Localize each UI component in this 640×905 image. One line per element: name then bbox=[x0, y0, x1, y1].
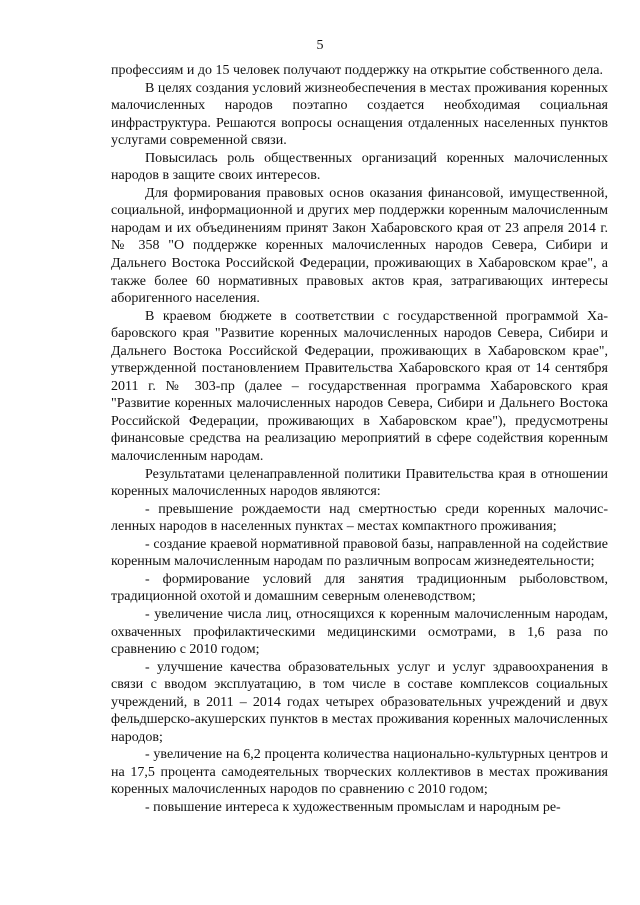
list-item-birth-rate: - превышение рождаемости над смертностью среди коренных малочисленных народов в населенных пунктах – местах компактного проживания; bbox=[111, 501, 608, 535]
list-item-cultural-centers: - увеличение на 6,2 процента количества национально-культурных центров и на 17,5 процента самодеятельных творческих коллективов в местах проживания коренных малочисленных народов по сравнению с 2010 годом; bbox=[111, 747, 608, 798]
list-item-legal-framework: - создание краевой нормативной правовой базы, направленной на содействие коренным малочисленным народам по различным вопросам жизнедеятельности; bbox=[111, 536, 608, 570]
list-item-traditional-activities: - формирование условий для занятия традиционным рыболовством, традиционной охотой и домашним северным оленеводством; bbox=[111, 571, 608, 605]
paragraph-regional-budget: В краевом бюджете в соответствии с государственной программой Хабаровского края "Развитие коренных малочисленных народов Севера, Сибири и Дальнего Востока Российской Федерации, проживающих в Хабаровском крае", утвержденной постановлением Правительства Хабаровского края от 14 сентября 2011 г. № 303-пр (далее – государственная программа Хабаровского края "Развитие коренных малочисленных народов Севера, Сибири и Дальнего Востока Российской Федерации, проживающих в Хабаровском крае"), предусмотрены финансовые средства на реализацию мероприятий в сфере содействия коренным малочисленным народам. bbox=[111, 308, 608, 465]
paragraph-results-intro: Результатами целенаправленной политики Правительства края в отношении коренных малочисленных народов являются: bbox=[111, 466, 608, 500]
document-body bbox=[111, 62, 608, 817]
paragraph-infrastructure: В целях создания условий жизнеобеспечения в местах проживания коренных малочисленных народов поэтапно создается необходимая социальная инфраструктура. Решаются вопросы оснащения отдаленных населенных пунктов услугами современной связи. bbox=[111, 80, 608, 149]
page-number: 5 bbox=[316, 38, 324, 53]
list-item-crafts-interest: - повышение интереса к художественным промыслам и народным ре- bbox=[145, 799, 561, 815]
list-item-education-health: - улучшение качества образовательных услуг и услуг здравоохранения в связи с вводом эксплуатацию, в том числе в составе комплексов социальных учреждений, в 2011 – 2014 годах четырех образовательных учреждений и двух фельдшерско-акушерских пунктов в местах проживания коренных малочисленных народов; bbox=[111, 659, 608, 745]
paragraph-public-organizations: Повысилась роль общественных организаций коренных малочисленных народов в защите своих интересов. bbox=[111, 150, 608, 184]
list-item-medical-checkups: - увеличение числа лиц, относящихся к коренным малочисленным народам, охваченных профилактическими медицинскими осмотрами, в 1,6 раза по сравнению с 2010 годом; bbox=[111, 606, 608, 658]
paragraph-continued: профессиям и до 15 человек получают поддержку на открытие собственного дела. bbox=[111, 63, 604, 78]
paragraph-legal-basis: Для формирования правовых основ оказания финансовой, имущественной, социальной, информационной и других мер поддержки коренным малочисленным народам и их объединениям принят Закон Хабаровского края от 23 апреля 2014 г. № 358 "О поддержке коренных малочисленных народов Севера, Сибири и Дальнего Востока Российской Федерации, проживающих в Хабаровском крае", а также более 60 нормативных правовых актов края, затрагивающих интересы аборигенного населения. bbox=[111, 185, 608, 307]
